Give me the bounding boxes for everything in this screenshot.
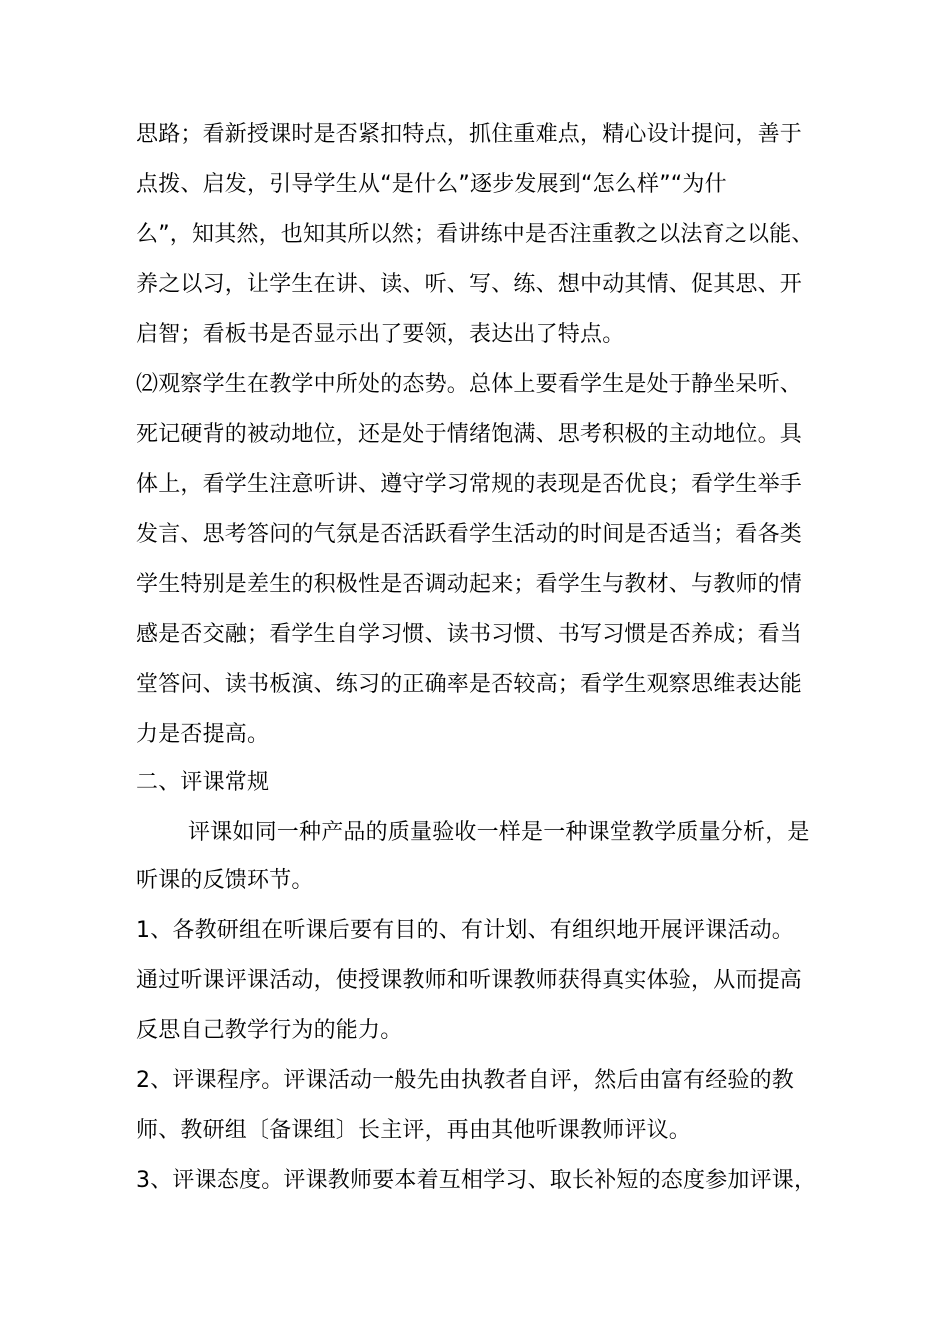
paragraph-line: 么”，知其然，也知其所以然；看讲练中是否注重教之以法育之以能、 bbox=[136, 222, 814, 247]
paragraph-line: 通过听课评课活动，使授课教师和听课教师获得真实体验，从而提高 bbox=[136, 968, 803, 993]
paragraph-line: 听课的反馈环节。 bbox=[136, 868, 314, 893]
section-heading: 二、评课常规 bbox=[136, 770, 270, 795]
paragraph-line: 力是否提高。 bbox=[136, 722, 270, 747]
paragraph-line: 养之以习，让学生在讲、读、听、写、练、想中动其情、促其思、开 bbox=[136, 272, 803, 297]
list-item-line: 2、评课程序。评课活动一般先由执教者自评，然后由富有经验的教 bbox=[136, 1068, 794, 1093]
paragraph-line: 反思自己教学行为的能力。 bbox=[136, 1018, 403, 1043]
paragraph-line: 堂答问、读书板演、练习的正确率是否较高；看学生观察思维表达能 bbox=[136, 672, 803, 697]
list-item-line: 3、评课态度。评课教师要本着互相学习、取长补短的态度参加评课， bbox=[136, 1168, 817, 1193]
list-item-line: 1、各教研组在听课后要有目的、有计划、有组织地开展评课活动。 bbox=[136, 918, 794, 943]
paragraph-line: 发言、思考答问的气氛是否活跃看学生活动的时间是否适当；看各类 bbox=[136, 522, 803, 547]
paragraph-line: 师、教研组〔备课组〕长主评，再由其他听课教师评议。 bbox=[136, 1118, 692, 1143]
paragraph-line: 感是否交融；看学生自学习惯、读书习惯、书写习惯是否养成；看当 bbox=[136, 622, 803, 647]
paragraph-line: 思路；看新授课时是否紧扣特点，抓住重难点，精心设计提问，善于 bbox=[136, 122, 803, 147]
paragraph-line: 体上，看学生注意听讲、遵守学习常规的表现是否优良；看学生举手 bbox=[136, 472, 803, 497]
paragraph-line: 点拨、启发，引导学生从“是什么”逐步发展到“怎么样”“为什 bbox=[136, 172, 727, 197]
paragraph-line: 死记硬背的被动地位，还是处于情绪饱满、思考积极的主动地位。具 bbox=[136, 422, 803, 447]
paragraph-line: 评课如同一种产品的质量验收一样是一种课堂教学质量分析，是 bbox=[188, 820, 810, 845]
paragraph-line: ⑵观察学生在教学中所处的态势。总体上要看学生是处于静坐呆听、 bbox=[136, 372, 803, 397]
paragraph-line: 学生特别是差生的积极性是否调动起来；看学生与教材、与教师的情 bbox=[136, 572, 803, 597]
paragraph-line: 启智；看板书是否显示出了要领，表达出了特点。 bbox=[136, 322, 625, 347]
